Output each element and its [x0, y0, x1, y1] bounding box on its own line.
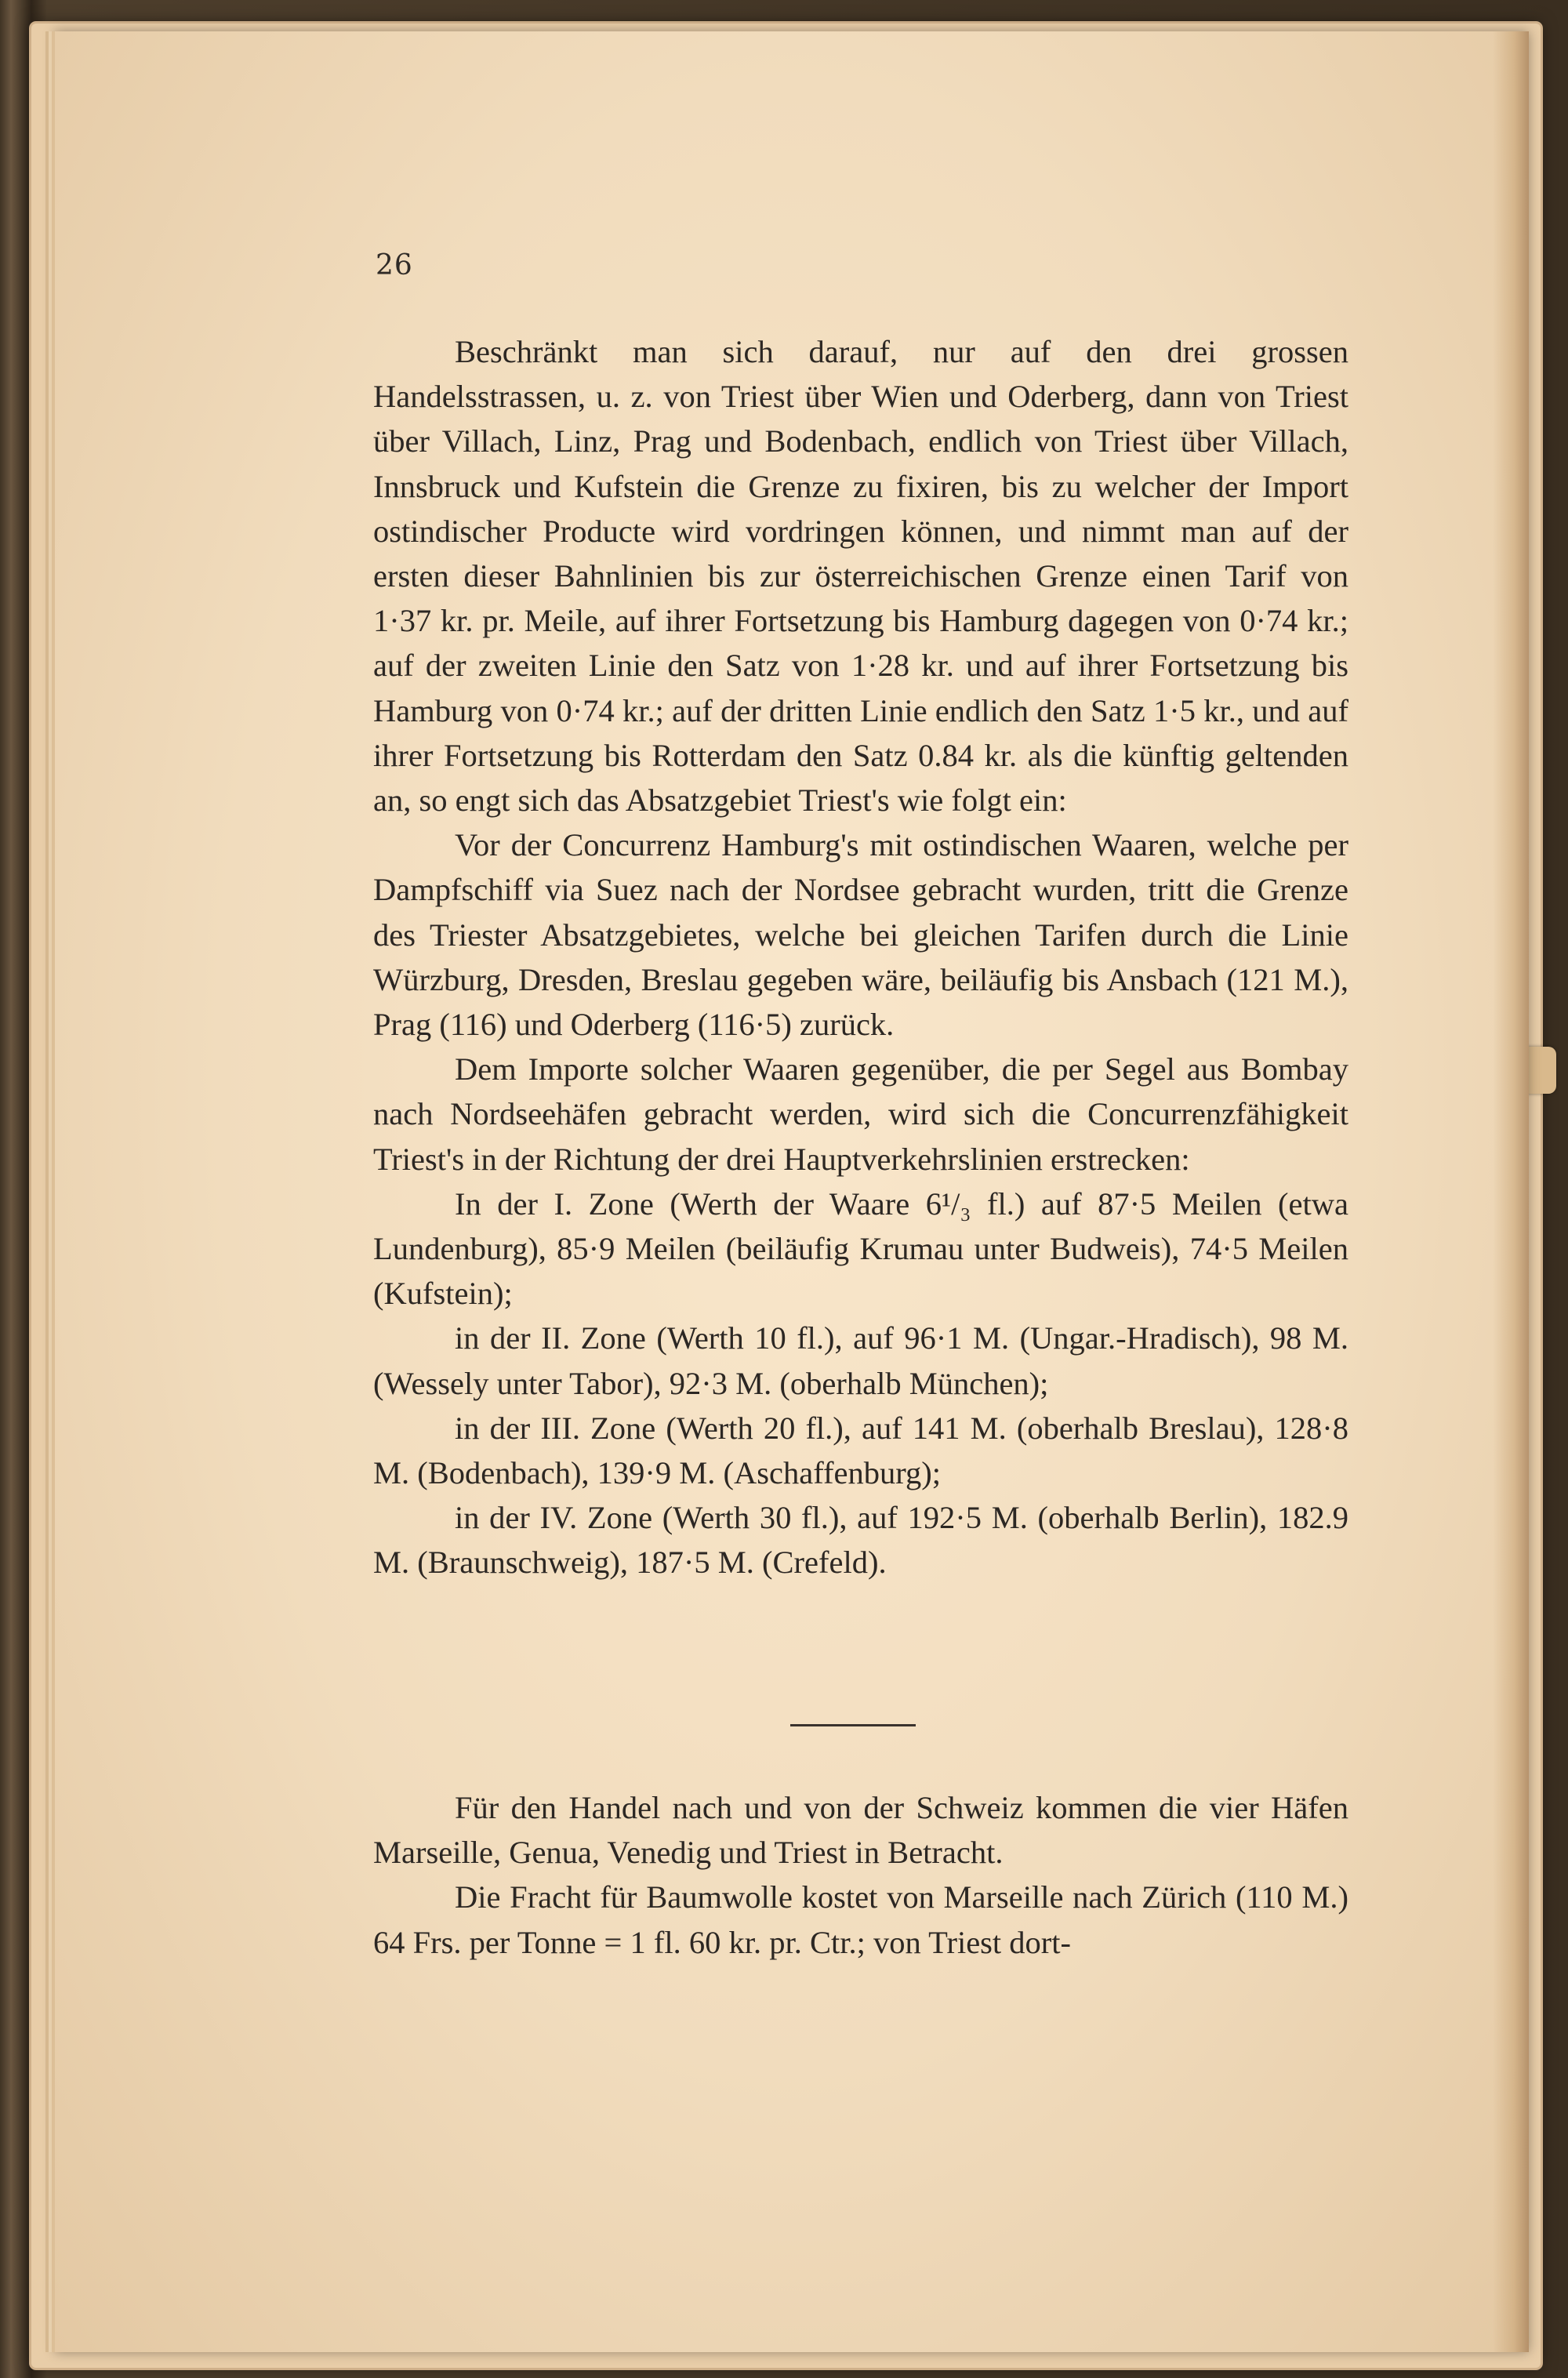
paragraph-3: Dem Importe solcher Waaren gegenüber, die per Segel aus Bombay nach Nordseehäfen gebracht werden, wird sich die Concurrenzfähigkeit Triest's in der Richtung der drei Hauptverkehrslinien erstrecken:	[373, 1051, 1348, 1177]
paragraph-2: Vor der Concurrenz Hamburg's mit ostindischen Waaren, welche per Dampfschiff via Suez nach der Nordsee gebracht wurden, tritt die Grenze des Triester Absatzgebietes, welche bei gleichen Tarifen durch die Linie Würzburg, Dresden, Breslau gegeben wäre, beiläufig bis Ansbach (121 M.), Prag (116) und Oderberg (116·5) zurück.	[373, 827, 1348, 1043]
paragraph-schweiz: Für den Handel nach und von der Schweiz kommen die vier Häfen Marseille, Genua, Venedig und Triest in Betracht.	[373, 1790, 1348, 1871]
paragraph-fracht: Die Fracht für Baumwolle kostet von Marseille nach Zürich (110 M.) 64 Frs. per Tonne = 1 fl. 60 kr. pr. Ctr.; von Triest dort-	[373, 1879, 1348, 1960]
paragraph-zone-3: in der III. Zone (Werth 20 fl.), auf 141 M. (oberhalb Breslau), 128·8 M. (Bodenbach), 139·9 M. (Aschaffenburg);	[373, 1410, 1348, 1491]
paragraph-zone-1: In der I. Zone (Werth der Waare 6¹/₃ fl.) auf 87·5 Meilen (etwa Lundenburg), 85·9 Meilen (beiläufig Krumau unter Budweis), 74·5 Meilen (Kufstein);	[373, 1185, 1348, 1312]
text-block-bottom	[373, 1785, 1348, 1965]
paragraph-1: Beschränkt man sich darauf, nur auf den drei grossen Handelsstrassen, u. z. von Triest über Wien und Oderberg, dann von Triest über Villach, Linz, Prag und Bodenbach, endlich von Triest über Villach, Innsbruck und Kufstein die Grenze zu fixiren, bis zu welcher der Import ostindischer Producte wird vordringen können, und nimmt man auf der ersten dieser Bahnlinien bis zur österreichischen Grenze einen Tarif von 1·37 kr. pr. Meile, auf ihrer Fortsetzung bis Hamburg dagegen von 0·74 kr.; auf der zweiten Linie den Satz von 1·28 kr. und auf ihrer Fortsetzung bis Hamburg von 0·74 kr.; auf der dritten Linie endlich den Satz 1·5 kr., und auf ihrer Fortsetzung bis Rotterdam den Satz 0.84 kr. als die künftig geltenden an, so engt sich das Absatzgebiet Triest's wie folgt ein:	[373, 334, 1348, 819]
page-number: 26	[376, 249, 413, 281]
page-edge-shadow	[1493, 31, 1529, 2352]
page-tab-mark	[1525, 1047, 1556, 1094]
paragraph-zone-4: in der IV. Zone (Werth 30 fl.), auf 192·5 M. (oberhalb Berlin), 182.9 M. (Braunschweig), 187·5 M. (Crefeld).	[373, 1500, 1348, 1581]
section-divider	[790, 1724, 916, 1726]
text-block-top	[373, 329, 1348, 1585]
paragraph-zone-2: in der II. Zone (Werth 10 fl.), auf 96·1 M. (Ungar.-Hradisch), 98 M. (Wessely unter Tabor), 92·3 M. (oberhalb München);	[373, 1320, 1348, 1401]
